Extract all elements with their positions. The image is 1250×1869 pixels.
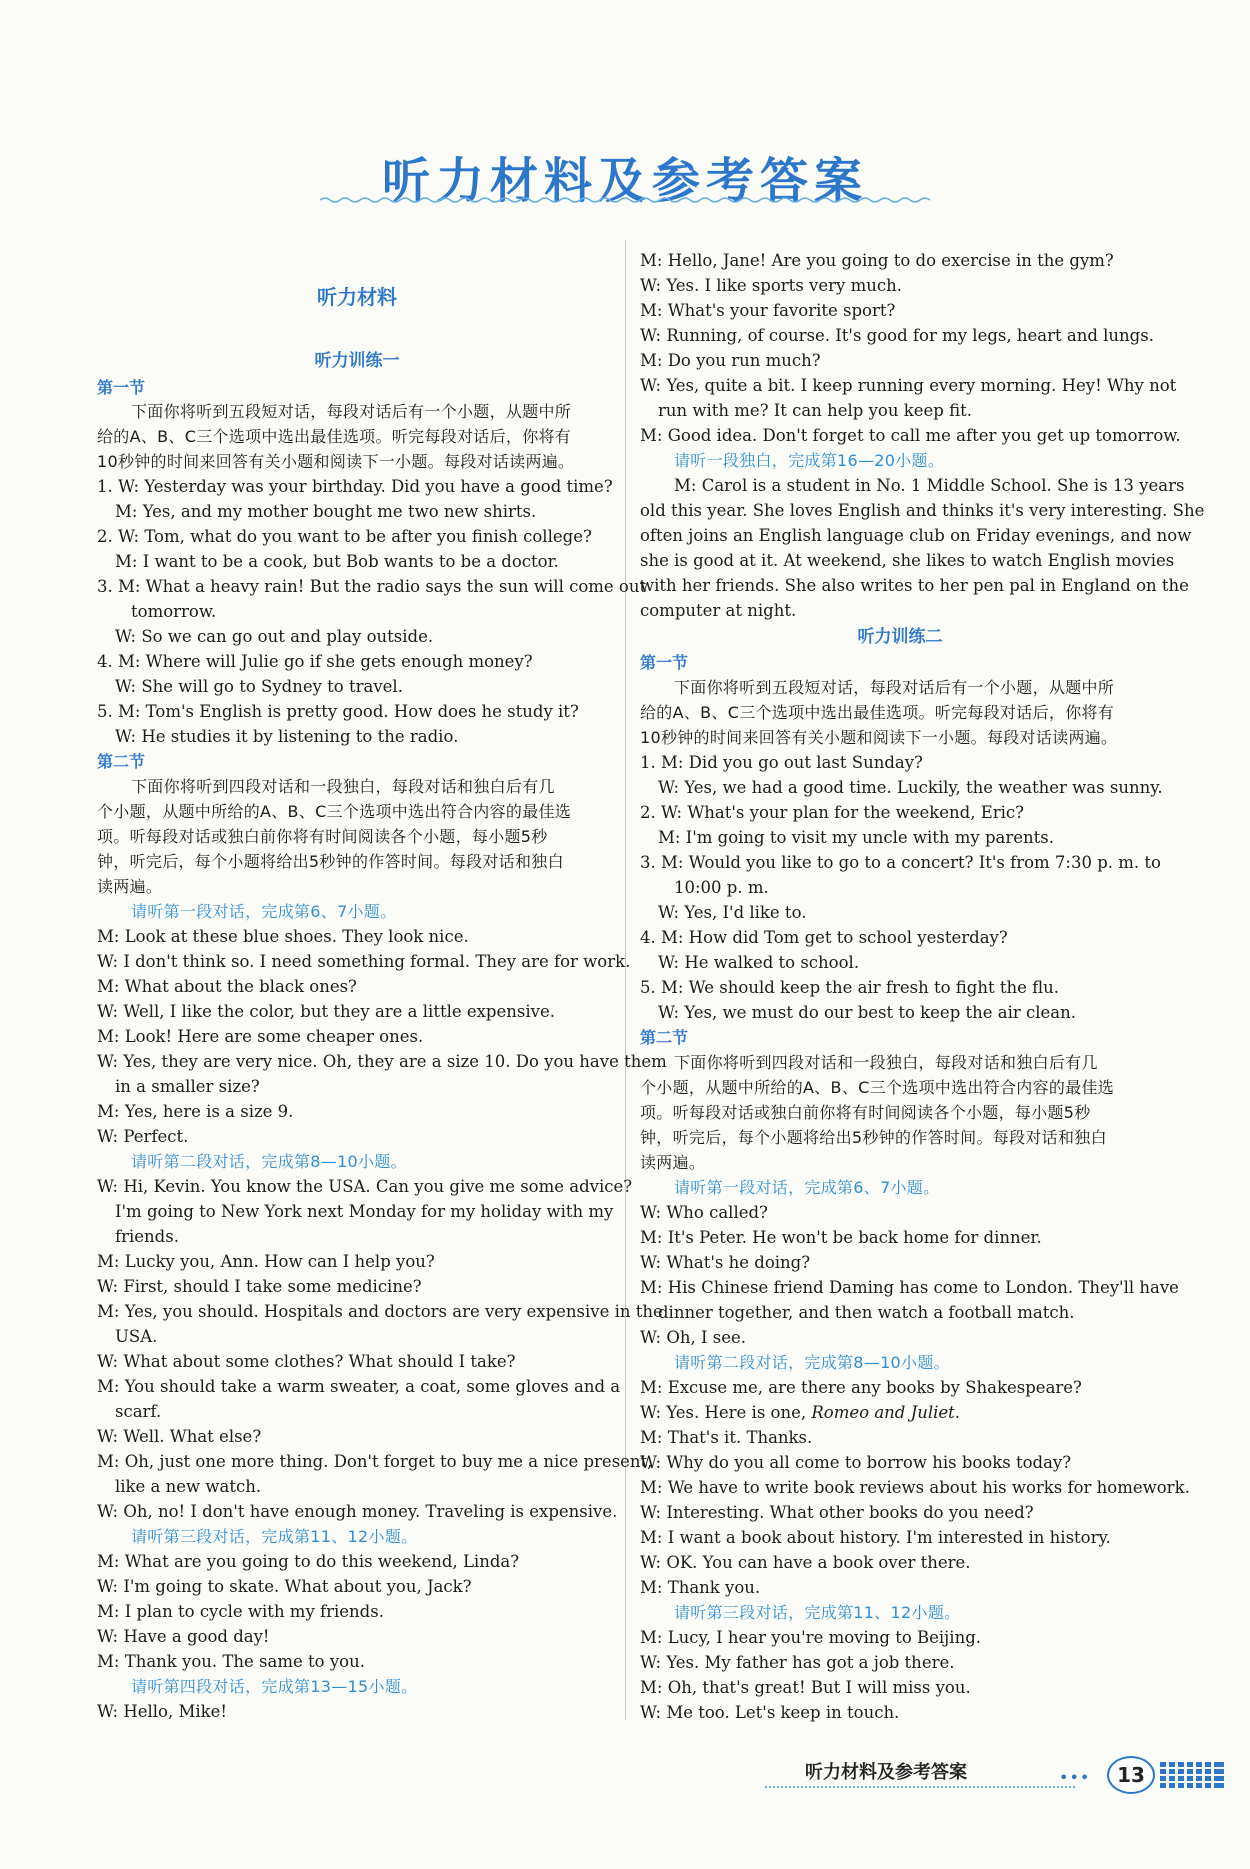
dialogue-text: W: Yes. Here is one, <box>640 1403 812 1422</box>
dialogue-line: 1. M: Did you go out last Sunday? <box>640 753 923 772</box>
dialogue-line: W: Have a good day! <box>97 1627 270 1646</box>
training-title-2: 听力训练二 <box>857 627 943 647</box>
dialogue-line: W: Who called? <box>640 1203 768 1222</box>
dialogue-line: W: What's he doing? <box>640 1253 811 1272</box>
intro-line: 个小题，从题中所给的A、B、C三个选项中选出符合内容的最佳选 <box>97 802 572 821</box>
dialogue-line: 4. M: How did Tom get to school yesterday? <box>640 928 1008 947</box>
intro-line: 下面你将听到五段短对话，每段对话后有一个小题，从题中所 <box>131 402 572 421</box>
grid-decoration-icon <box>1160 1762 1224 1788</box>
instruction: 请听第一段对话，完成第6、7小题。 <box>131 902 397 921</box>
dialogue-line: 5. M: Tom's English is pretty good. How does he study it? <box>97 702 579 721</box>
dialogue-line: M: I'm going to visit my uncle with my parents. <box>658 828 1055 847</box>
dialogue-line: M: You should take a warm sweater, a coat, some gloves and a <box>97 1377 621 1396</box>
dialogue-line: W: Well, I like the color, but they are a little expensive. <box>97 1002 555 1021</box>
part2-label: 第二节 <box>640 1028 689 1047</box>
monologue-line: old this year. She loves English and thinks it's very interesting. She <box>640 501 1205 520</box>
dialogue-line: 3. M: What a heavy rain! But the radio says the sun will come out <box>97 577 647 596</box>
dialogue-line: M: Yes, you should. Hospitals and doctors are very expensive in the <box>97 1302 663 1321</box>
dialogue-line: M: Do you run much? <box>640 351 821 370</box>
intro-line: 读两遍。 <box>97 877 163 896</box>
intro-line: 给的A、B、C三个选项中选出最佳选项。听完每段对话后，你将有 <box>640 703 1115 722</box>
book-title: Romeo and Juliet <box>811 1403 955 1422</box>
dialogue-line: W: Yes. My father has got a job there. <box>640 1653 955 1672</box>
dialogue-line: M: Oh, just one more thing. Don't forget to buy me a nice present, <box>97 1452 653 1471</box>
dialogue-line: 2. W: What's your plan for the weekend, Eric? <box>640 803 1025 822</box>
part1-label: 第一节 <box>640 653 689 672</box>
dialogue-line: W: Oh, no! I don't have enough money. Traveling is expensive. <box>97 1502 618 1521</box>
dialogue-line: M: His Chinese friend Daming has come to London. They'll have <box>640 1278 1179 1297</box>
intro-line: 下面你将听到四段对话和一段独白，每段对话和独白后有几 <box>131 777 555 796</box>
dialogue-line: W: She will go to Sydney to travel. <box>115 677 403 696</box>
dialogue-line: M: We have to write book reviews about his works for homework. <box>640 1478 1190 1497</box>
dialogue-line: W: He walked to school. <box>658 953 860 972</box>
dialogue-line: M: It's Peter. He won't be back home for dinner. <box>640 1228 1042 1247</box>
dialogue-line: 3. M: Would you like to go to a concert? It's from 7:30 p. m. to <box>640 853 1161 872</box>
dialogue-line: W: He studies it by listening to the radio. <box>115 727 459 746</box>
dialogue-line: M: Look at these blue shoes. They look nice. <box>97 927 469 946</box>
intro-line: 下面你将听到四段对话和一段独白，每段对话和独白后有几 <box>674 1053 1098 1072</box>
footer-dots-icon: ••• <box>1059 1768 1091 1787</box>
intro-line: 10秒钟的时间来回答有关小题和阅读下一小题。每段对话读两遍。 <box>97 452 575 471</box>
dialogue-line <box>640 1402 960 1424</box>
instruction: 请听第三段对话，完成第11、12小题。 <box>131 1527 418 1546</box>
dialogue-line: W: Why do you all come to borrow his books today? <box>640 1453 1072 1472</box>
dialogue-line: M: Excuse me, are there any books by Shakespeare? <box>640 1378 1082 1397</box>
dialogue-line: M: I want to be a cook, but Bob wants to be a doctor. <box>115 552 559 571</box>
intro-line: 下面你将听到五段短对话，每段对话后有一个小题，从题中所 <box>674 678 1115 697</box>
instruction: 请听一段独白，完成第16—20小题。 <box>674 451 945 470</box>
dialogue-line: M: Oh, that's great! But I will miss you. <box>640 1678 971 1697</box>
part1-label: 第一节 <box>97 378 146 397</box>
dialogue-line: M: Lucky you, Ann. How can I help you? <box>97 1252 435 1271</box>
dialogue-line: M: Look! Here are some cheaper ones. <box>97 1027 424 1046</box>
footer-label: 听力材料及参考答案 <box>805 1762 967 1783</box>
dialogue-line: W: Yes, I'd like to. <box>658 903 807 922</box>
monologue-line: computer at night. <box>640 601 797 620</box>
dialogue-line: 2. W: Tom, what do you want to be after you finish college? <box>97 527 592 546</box>
dialogue-line: dinner together, and then watch a football match. <box>658 1303 1075 1322</box>
intro-line: 项。听每段对话或独白前你将有时间阅读各个小题，每小题5秒 <box>97 827 548 846</box>
dialogue-line: M: What about the black ones? <box>97 977 357 996</box>
dialogue-line: W: Yes. I like sports very much. <box>640 276 902 295</box>
intro-line: 读两遍。 <box>640 1153 706 1172</box>
intro-line: 给的A、B、C三个选项中选出最佳选项。听完每段对话后，你将有 <box>97 427 572 446</box>
dialogue-line: M: I want a book about history. I'm interested in history. <box>640 1528 1111 1547</box>
dialogue-line: I'm going to New York next Monday for my holiday with my <box>115 1202 614 1221</box>
dialogue-line: M: What's your favorite sport? <box>640 301 896 320</box>
dialogue-line: 4. M: Where will Julie go if she gets enough money? <box>97 652 533 671</box>
dialogue-line: M: Thank you. The same to you. <box>97 1652 365 1671</box>
title-underline <box>320 195 930 205</box>
dialogue-text: . <box>954 1403 961 1422</box>
instruction: 请听第四段对话，完成第13—15小题。 <box>131 1677 418 1696</box>
monologue-line: often joins an English language club on Friday evenings, and now <box>640 526 1192 545</box>
dialogue-line: M: Yes, here is a size 9. <box>97 1102 294 1121</box>
intro-line: 钟，听完后，每个小题将给出5秒钟的作答时间。每段对话和独白 <box>640 1128 1107 1147</box>
dialogue-line: W: Running, of course. It's good for my legs, heart and lungs. <box>640 326 1154 345</box>
intro-line: 钟，听完后，每个小题将给出5秒钟的作答时间。每段对话和独白 <box>97 852 564 871</box>
dialogue-line: W: Yes, we must do our best to keep the air clean. <box>658 1003 1077 1022</box>
dialogue-line: W: OK. You can have a book over there. <box>640 1553 971 1572</box>
dialogue-line: like a new watch. <box>115 1477 262 1496</box>
dialogue-line: W: Oh, I see. <box>640 1328 746 1347</box>
section-title: 听力材料 <box>317 285 397 309</box>
dialogue-line: W: Well. What else? <box>97 1427 262 1446</box>
instruction: 请听第二段对话，完成第8—10小题。 <box>674 1353 950 1372</box>
dialogue-line: run with me? It can help you keep fit. <box>658 401 972 420</box>
dialogue-line: W: Hello, Mike! <box>97 1702 228 1721</box>
footer-dotted-line <box>765 1786 1075 1788</box>
page-number: 13 <box>1107 1756 1155 1794</box>
intro-line: 个小题，从题中所给的A、B、C三个选项中选出符合内容的最佳选 <box>640 1078 1115 1097</box>
dialogue-line: M: Good idea. Don't forget to call me after you get up tomorrow. <box>640 426 1181 445</box>
training-title-1: 听力训练一 <box>314 351 400 371</box>
dialogue-line: 5. M: We should keep the air fresh to fight the flu. <box>640 978 1060 997</box>
dialogue-line: W: Perfect. <box>97 1127 189 1146</box>
dialogue-line: M: That's it. Thanks. <box>640 1428 813 1447</box>
dialogue-line: W: So we can go out and play outside. <box>115 627 434 646</box>
dialogue-line: W: Me too. Let's keep in touch. <box>640 1703 900 1722</box>
dialogue-line: in a smaller size? <box>115 1077 260 1096</box>
page-title: 听力材料及参考答案 <box>381 153 868 209</box>
dialogue-line: W: Interesting. What other books do you need? <box>640 1503 1034 1522</box>
intro-line: 10秒钟的时间来回答有关小题和阅读下一小题。每段对话读两遍。 <box>640 728 1118 747</box>
dialogue-line: M: Lucy, I hear you're moving to Beijing. <box>640 1628 981 1647</box>
dialogue-line: M: Thank you. <box>640 1578 761 1597</box>
dialogue-line: 1. W: Yesterday was your birthday. Did you have a good time? <box>97 477 613 496</box>
dialogue-line: friends. <box>115 1227 179 1246</box>
page-footer <box>765 1756 1235 1792</box>
dialogue-line: W: What about some clothes? What should I take? <box>97 1352 516 1371</box>
dialogue-line: USA. <box>115 1327 158 1346</box>
dialogue-line: M: Yes, and my mother bought me two new shirts. <box>115 502 537 521</box>
dialogue-line: M: What are you going to do this weekend, Linda? <box>97 1552 520 1571</box>
instruction: 请听第三段对话，完成第11、12小题。 <box>674 1603 961 1622</box>
dialogue-line: W: I don't think so. I need something formal. They are for work. <box>97 952 631 971</box>
dialogue-line: W: Yes, we had a good time. Luckily, the weather was sunny. <box>658 778 1163 797</box>
dialogue-line: W: First, should I take some medicine? <box>97 1277 422 1296</box>
dialogue-line: M: Hello, Jane! Are you going to do exercise in the gym? <box>640 251 1114 270</box>
dialogue-line: W: Hi, Kevin. You know the USA. Can you give me some advice? <box>97 1177 633 1196</box>
instruction: 请听第一段对话，完成第6、7小题。 <box>674 1178 940 1197</box>
dialogue-line: W: I'm going to skate. What about you, Jack? <box>97 1577 472 1596</box>
dialogue-line: tomorrow. <box>131 602 217 621</box>
part2-label: 第二节 <box>97 752 146 771</box>
monologue-line: she is good at it. At weekend, she likes to watch English movies <box>640 551 1175 570</box>
dialogue-line: M: I plan to cycle with my friends. <box>97 1602 384 1621</box>
monologue-line: with her friends. She also writes to her pen pal in England on the <box>640 576 1189 595</box>
dialogue-line: 10:00 p. m. <box>674 878 769 897</box>
dialogue-line: W: Yes, quite a bit. I keep running every morning. Hey! Why not <box>640 376 1177 395</box>
column-divider <box>625 240 626 1720</box>
instruction: 请听第二段对话，完成第8—10小题。 <box>131 1152 407 1171</box>
monologue-line: M: Carol is a student in No. 1 Middle School. She is 13 years <box>674 476 1185 495</box>
intro-line: 项。听每段对话或独白前你将有时间阅读各个小题，每小题5秒 <box>640 1103 1091 1122</box>
dialogue-line: W: Yes, they are very nice. Oh, they are a size 10. Do you have them <box>97 1052 667 1071</box>
dialogue-line: scarf. <box>115 1402 162 1421</box>
